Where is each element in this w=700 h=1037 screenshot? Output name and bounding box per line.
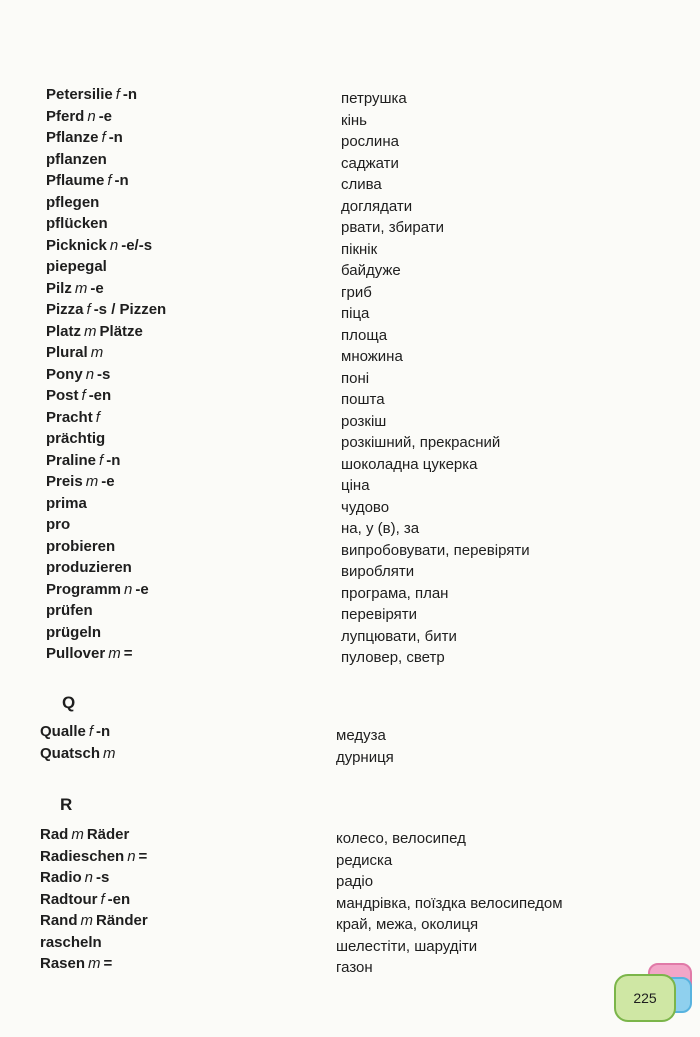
translation: колесо, велосипед [336, 830, 466, 847]
headword: piepegal [46, 258, 107, 275]
plural-form: = [103, 955, 113, 972]
translation: виробляти [341, 563, 415, 580]
headword: prächtig [46, 430, 106, 447]
headword: Preis [46, 473, 83, 490]
translation: саджати [341, 154, 399, 172]
entry-row-german [46, 149, 166, 171]
entry-row-german [46, 213, 166, 235]
entry-row-german [46, 536, 166, 558]
plural-form: Räder [86, 826, 130, 843]
gender-marker: m [103, 744, 116, 762]
entry-row-german [40, 824, 148, 846]
headword: Quatsch [40, 744, 101, 762]
headword: Rad [40, 826, 69, 843]
headword: Petersilie [46, 86, 113, 103]
headword: Pullover [46, 645, 106, 662]
entry-row-german [46, 106, 166, 128]
gender-marker: m [85, 473, 99, 490]
plural-form: -n [108, 129, 123, 146]
translation: перевіряти [341, 606, 417, 623]
gender-marker: m [108, 645, 121, 662]
translation: шелестіти, шарудіти [336, 937, 478, 955]
plural-form: -s [96, 869, 110, 886]
headword: Pony [46, 365, 83, 383]
entry-row-german [46, 450, 166, 472]
translation: множина [341, 348, 403, 365]
entry-row-german [46, 170, 166, 192]
entry-row-german [46, 471, 166, 493]
entry-row-german [40, 867, 148, 889]
translation: пікнік [341, 240, 378, 258]
headword: Praline [46, 451, 97, 469]
plural-form: -e [135, 580, 149, 598]
plural-form: -n [122, 86, 138, 103]
translation: гриб [341, 283, 372, 301]
translation: радіо [336, 873, 374, 890]
plural-form: -n [106, 451, 121, 469]
translation: петрушка [341, 90, 407, 107]
gender-marker: m [90, 344, 104, 361]
gender-marker: f [81, 387, 86, 404]
plural-form: Plätze [99, 322, 143, 340]
entry-row-german [46, 299, 166, 321]
headword: prüfen [46, 602, 93, 619]
translation: розкішний, прекрасний [341, 434, 501, 451]
plural-form: -n [96, 723, 111, 740]
gender-marker: f [88, 723, 94, 740]
translation: кінь [341, 111, 367, 129]
translation: байдуже [341, 262, 401, 279]
translation: рослина [341, 133, 399, 150]
translation: редиска [336, 851, 393, 869]
q-entries-german [40, 721, 119, 764]
translation: ціна [341, 477, 370, 494]
headword: Pracht [46, 408, 93, 426]
gender-marker: n [84, 869, 94, 886]
entry-row-german [46, 256, 166, 278]
translation: доглядати [341, 197, 413, 215]
entry-row-german [46, 385, 166, 407]
entry-row-german [46, 579, 166, 601]
plural-form: -e/-s [121, 236, 153, 254]
gender-marker: f [107, 172, 112, 189]
entry-row-german [46, 600, 166, 622]
translation: газон [336, 959, 373, 976]
plural-form: -n [114, 172, 129, 189]
translation: на, у (в), за [341, 520, 420, 537]
gender-marker: n [109, 236, 119, 254]
gender-marker: f [95, 408, 100, 426]
headword: prügeln [46, 623, 101, 641]
page-number-badge [610, 957, 700, 1037]
r-entries-ukrainian [336, 828, 563, 979]
headword: Radtour [40, 890, 98, 908]
headword: Pflaume [46, 172, 105, 189]
gender-marker: m [71, 826, 84, 843]
headword: Pferd [46, 107, 85, 125]
headword: pflücken [46, 215, 108, 232]
plural-form: -en [88, 387, 112, 404]
entry-row-german [40, 721, 119, 743]
headword: Pflanze [46, 129, 99, 146]
plural-form: -e [90, 279, 104, 297]
entry-row-german [46, 643, 166, 665]
entry-row-german [46, 428, 166, 450]
gender-marker: m [74, 279, 88, 297]
entry-row-german [46, 321, 166, 343]
entry-row-german [46, 364, 166, 386]
q-entries-ukrainian [336, 725, 394, 768]
entry-row-german [46, 514, 166, 536]
plural-form: -s / Pizzen [93, 301, 167, 318]
translation: розкіш [341, 412, 387, 430]
gender-marker: f [101, 129, 106, 146]
gender-marker: n [127, 847, 136, 865]
translation: дурниця [336, 748, 394, 766]
headword: pro [46, 516, 71, 533]
headword: Post [46, 387, 79, 404]
translation: чудово [341, 498, 390, 516]
gender-marker: n [87, 107, 96, 125]
gender-marker: f [86, 301, 91, 318]
entry-row-german [40, 932, 148, 954]
gender-marker: m [80, 912, 93, 929]
headword: Rasen [40, 955, 86, 972]
headword: produzieren [46, 559, 132, 576]
translation: піца [341, 305, 370, 322]
r-entries-german [40, 824, 148, 975]
translation: мандрівка, поїздка велосипедом [336, 894, 563, 912]
headword: Qualle [40, 723, 86, 740]
gender-marker: n [85, 365, 95, 383]
headword: pflanzen [46, 150, 107, 168]
translation: пошта [341, 391, 385, 408]
translation: край, межа, околиця [336, 916, 479, 933]
translation: площа [341, 326, 388, 344]
headword: Programm [46, 580, 122, 598]
headword: Radio [40, 869, 82, 886]
entry-row-german [46, 407, 166, 429]
entry-row-german [46, 278, 166, 300]
plural-form: Ränder [96, 912, 148, 929]
translation: медуза [336, 727, 386, 744]
translation: рвати, збирати [341, 219, 445, 236]
translation: випробовувати, перевіряти [341, 541, 530, 559]
entry-row-german [46, 342, 166, 364]
plural-form: = [138, 847, 148, 865]
entry-row-german [46, 84, 166, 106]
section-heading-q: Q [62, 693, 76, 712]
plural-form: = [123, 645, 133, 662]
entry-row-german [40, 846, 148, 868]
plural-form: -e [101, 473, 115, 490]
headword: Plural [46, 344, 88, 361]
translation: пуловер, светр [341, 649, 445, 666]
translation: шоколадна цукерка [341, 455, 478, 473]
entry-row-german [40, 910, 148, 932]
plural-form: -e [98, 107, 113, 125]
translation: слива [341, 176, 382, 193]
translation: поні [341, 369, 370, 387]
gender-marker: m [84, 322, 97, 340]
entry-row-german [40, 953, 148, 975]
gender-marker: m [88, 955, 101, 972]
gender-marker: f [100, 890, 105, 908]
gender-marker: n [124, 580, 133, 598]
headword: Pizza [46, 301, 84, 318]
headword: pflegen [46, 193, 100, 211]
headword: Rand [40, 912, 78, 929]
translation: лупцювати, бити [341, 627, 457, 645]
headword: probieren [46, 537, 116, 555]
entry-row-german [46, 493, 166, 515]
entry-row-german [40, 743, 119, 765]
plural-form: -s [97, 365, 111, 383]
page-number: 225 [614, 974, 676, 1022]
headword: Picknick [46, 236, 107, 254]
entry-row-german [46, 557, 166, 579]
entry-row-german [46, 127, 166, 149]
headword: Platz [46, 322, 82, 340]
gender-marker: f [99, 451, 104, 469]
headword: Pilz [46, 279, 72, 297]
entry-row-german [46, 622, 166, 644]
section-heading-r: R [60, 795, 73, 814]
gender-marker: f [115, 86, 120, 103]
p-entries-ukrainian [341, 88, 530, 669]
headword: Radieschen [40, 847, 125, 865]
translation: програма, план [341, 584, 449, 602]
entry-row-german [40, 889, 148, 911]
entry-row-german [46, 235, 166, 257]
plural-form: -en [107, 890, 131, 908]
p-entries-german [46, 84, 166, 665]
headword: prima [46, 494, 87, 512]
entry-row-german [46, 192, 166, 214]
headword: rascheln [40, 933, 102, 951]
